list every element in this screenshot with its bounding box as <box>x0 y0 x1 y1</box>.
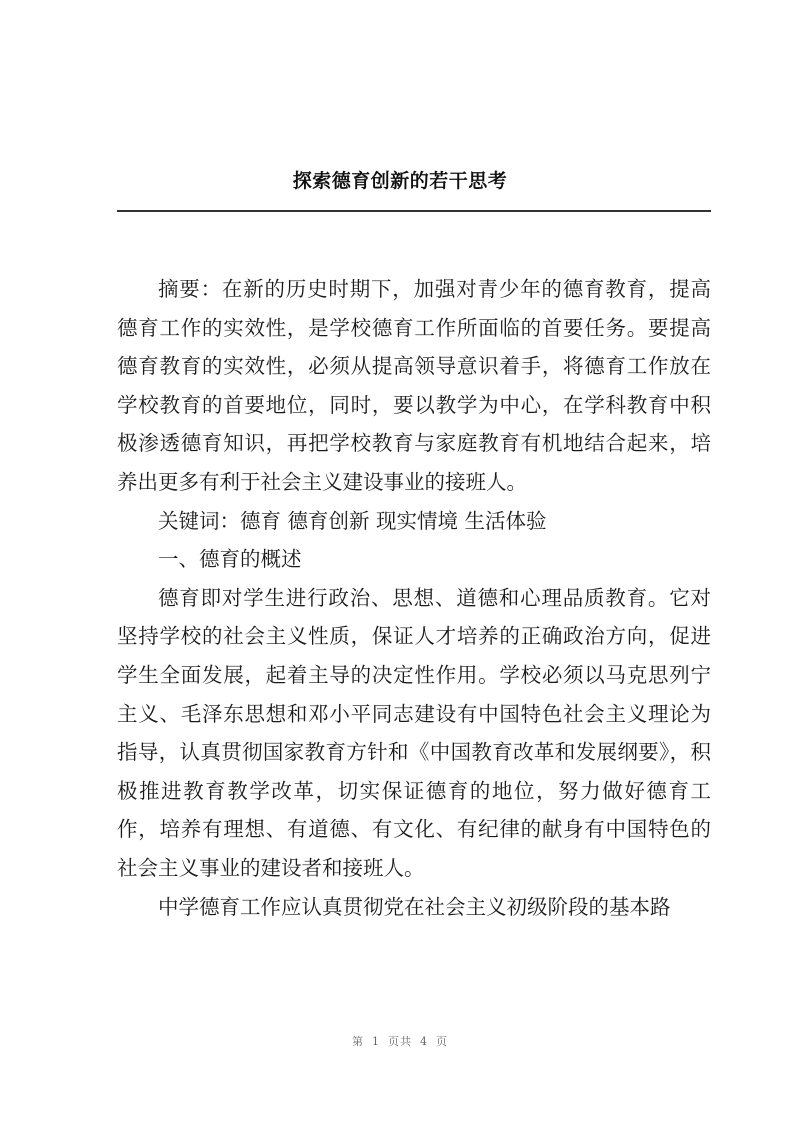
page-footer <box>0 1033 800 1049</box>
footer-page-number: 1 <box>372 1035 380 1048</box>
title-divider <box>117 210 711 212</box>
body-paragraph: 德育即对学生进行政治、思想、道德和心理品质教育。它对坚持学校的社会主义性质，保证人才培养的正确政治方向，促进学生全面发展，起着主导的决定性作用。学校必须以马克思列宁主义、毛泽东思想和邓小平同志建设有中国特色社会主义理论为指导，认真贯彻国家教育方针和《中国教育改革和发展纲要》，积极推进教育教学改革，切实保证德育的地位，努力做好德育工作，培养有理想、有道德、有文化、有纪律的献身有中国特色的社会主义事业的建设者和接班人。 <box>117 585 711 880</box>
footer-middle: 页共 <box>388 1035 412 1048</box>
abstract-paragraph: 摘要：在新的历史时期下，加强对青少年的德育教育，提高德育工作的实效性，是学校德育工作所面临的首要任务。要提高德育教育的实效性，必须从提高领导意识着手，将德育工作放在学校教育的首要地位，同时，要以教学为中心，在学科教育中积极渗透德育知识，再把学校教育与家庭教育有机地结合起来，培养出更多有利于社会主义建设事业的接班人。 <box>117 277 711 494</box>
document-title: 探索德育创新的若干思考 <box>292 170 508 192</box>
document-body <box>117 270 711 926</box>
keywords-paragraph: 关键词：德育 德育创新 现实情境 生活体验 <box>158 508 547 533</box>
footer-total-pages: 4 <box>420 1035 428 1048</box>
section-heading: 一、德育的概述 <box>158 547 302 572</box>
body-paragraph: 中学德育工作应认真贯彻党在社会主义初级阶段的基本路 <box>158 894 671 919</box>
footer-prefix: 第 <box>352 1035 364 1048</box>
footer-suffix: 页 <box>436 1035 448 1048</box>
